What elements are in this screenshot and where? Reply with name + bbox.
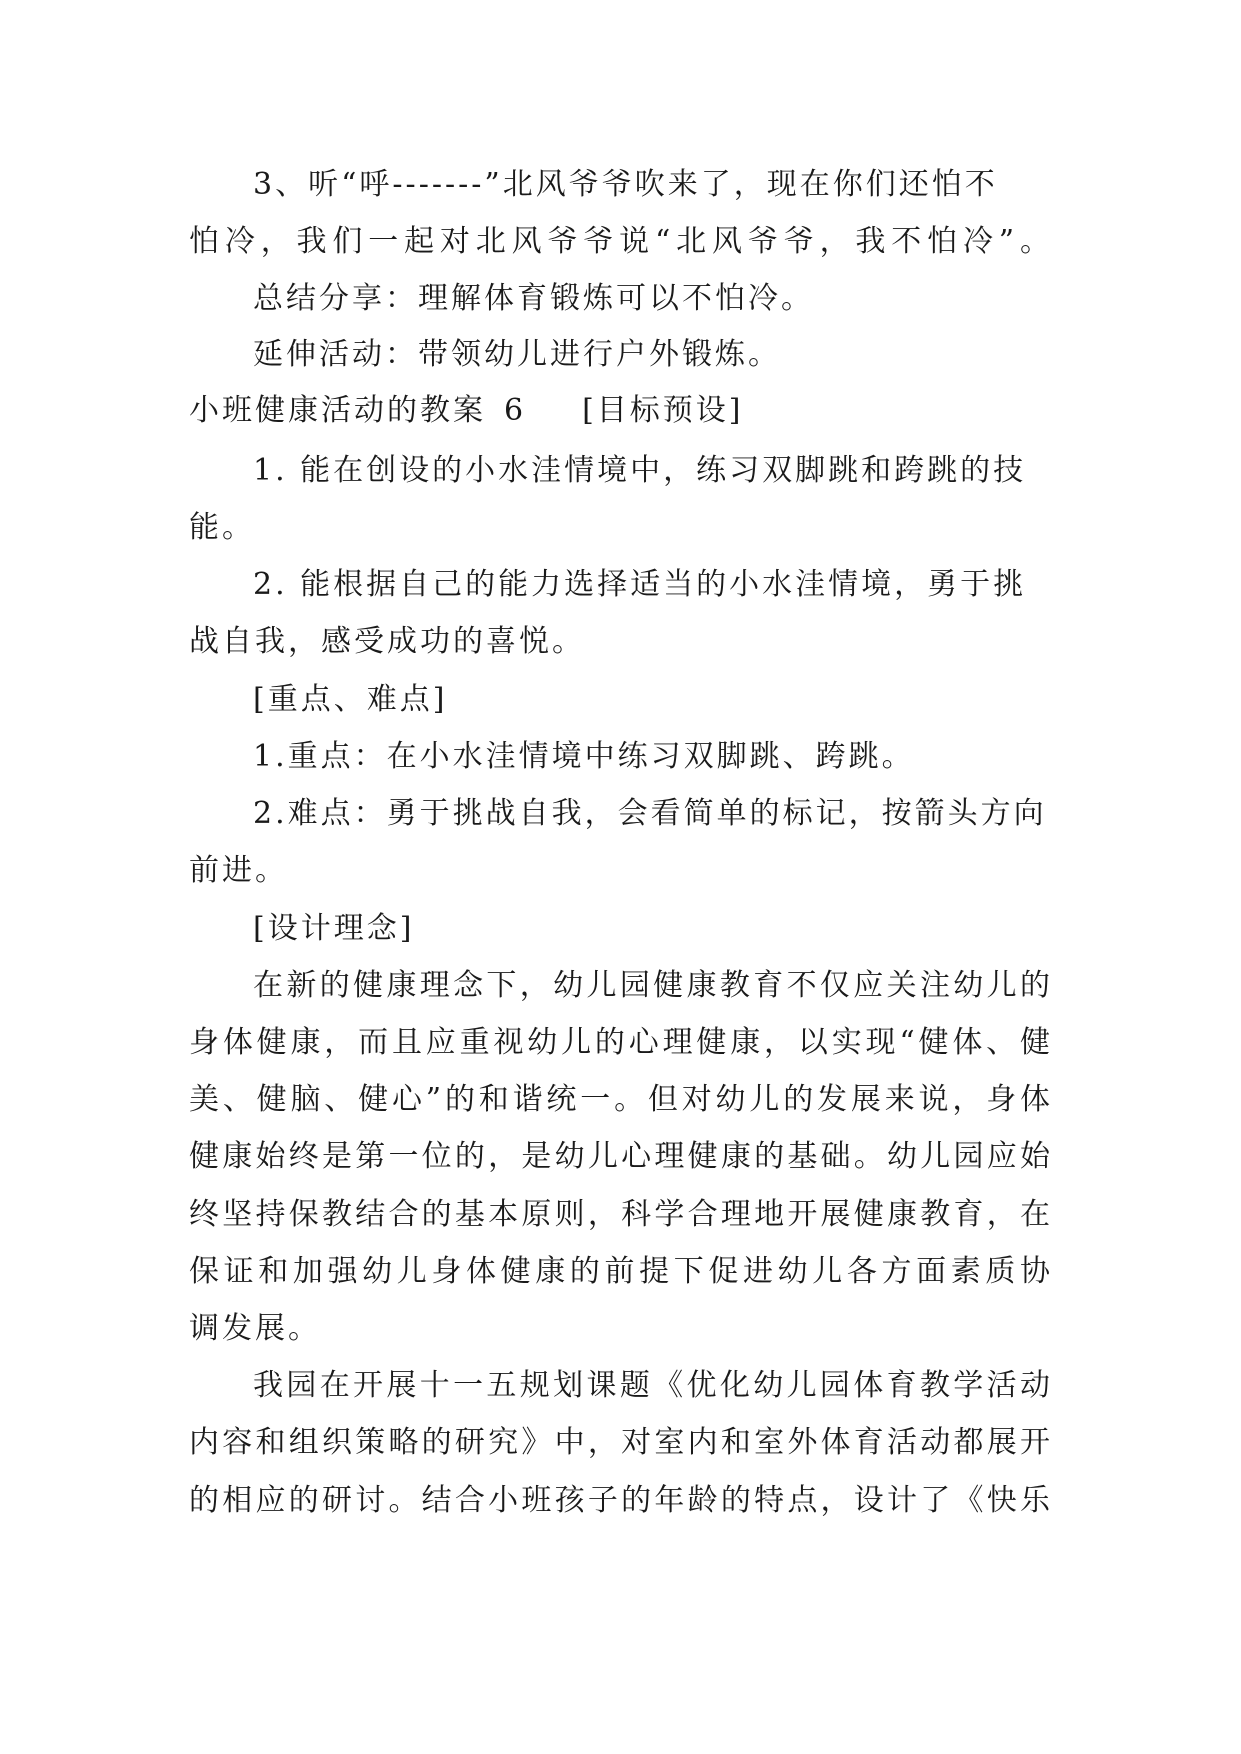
paragraph-line: 能。 — [189, 510, 255, 545]
paragraph-line: 前进。 — [189, 853, 288, 888]
paragraph-line: 健康始终是第一位的，是幼儿心理健康的基础。幼儿园应始 — [189, 1139, 1053, 1174]
subheading: [设计理念] — [253, 911, 415, 946]
heading-section: [目标预设] — [582, 393, 744, 428]
subheading: [重点、难点] — [253, 682, 448, 717]
paragraph-line: 1. 能在创设的小水洼情境中，练习双脚跳和跨跳的技 — [253, 453, 1027, 488]
section-heading — [189, 391, 1053, 431]
paragraph-line: 美、健脑、健心”的和谐统一。但对幼儿的发展来说，身体 — [189, 1082, 1053, 1117]
heading-number: 6 — [504, 393, 527, 428]
paragraph-line: 我园在开展十一五规划课题《优化幼儿园体育教学活动 — [253, 1368, 1053, 1403]
heading-title: 小班健康活动的教案 — [189, 393, 486, 428]
paragraph-line: 2. 能根据自己的能力选择适当的小水洼情境，勇于挑 — [253, 567, 1027, 602]
paragraph-line: 终坚持保教结合的基本原则，科学合理地开展健康教育，在 — [189, 1197, 1053, 1232]
paragraph-line: 2.难点：勇于挑战自我，会看简单的标记，按箭头方向 — [253, 796, 1047, 831]
paragraph-line: 战自我，感受成功的喜悦。 — [189, 624, 585, 659]
paragraph-line: 延伸活动：带领幼儿进行户外锻炼。 — [253, 337, 781, 372]
paragraph-line: 1.重点：在小水洼情境中练习双脚跳、跨跳。 — [253, 739, 915, 774]
paragraph-line: 的相应的研讨。结合小班孩子的年龄的特点，设计了《快乐 — [189, 1483, 1053, 1518]
paragraph-line: 调发展。 — [189, 1311, 321, 1346]
paragraph-line: 内容和组织策略的研究》中，对室内和室外体育活动都展开 — [189, 1425, 1053, 1460]
paragraph-line: 在新的健康理念下，幼儿园健康教育不仅应关注幼儿的 — [253, 968, 1053, 1003]
paragraph-line: 保证和加强幼儿身体健康的前提下促进幼儿各方面素质协 — [189, 1254, 1053, 1289]
paragraph-line: 总结分享：理解体育锻炼可以不怕冷。 — [253, 281, 814, 316]
paragraph-line: 怕冷，我们一起对北风爷爷说“北风爷爷，我不怕冷”。 — [189, 224, 1053, 259]
paragraph-line: 身体健康，而且应重视幼儿的心理健康，以实现“健体、健 — [189, 1025, 1053, 1060]
paragraph-line: 3、听“呼-------”北风爷爷吹来了，现在你们还怕不 — [253, 167, 998, 202]
